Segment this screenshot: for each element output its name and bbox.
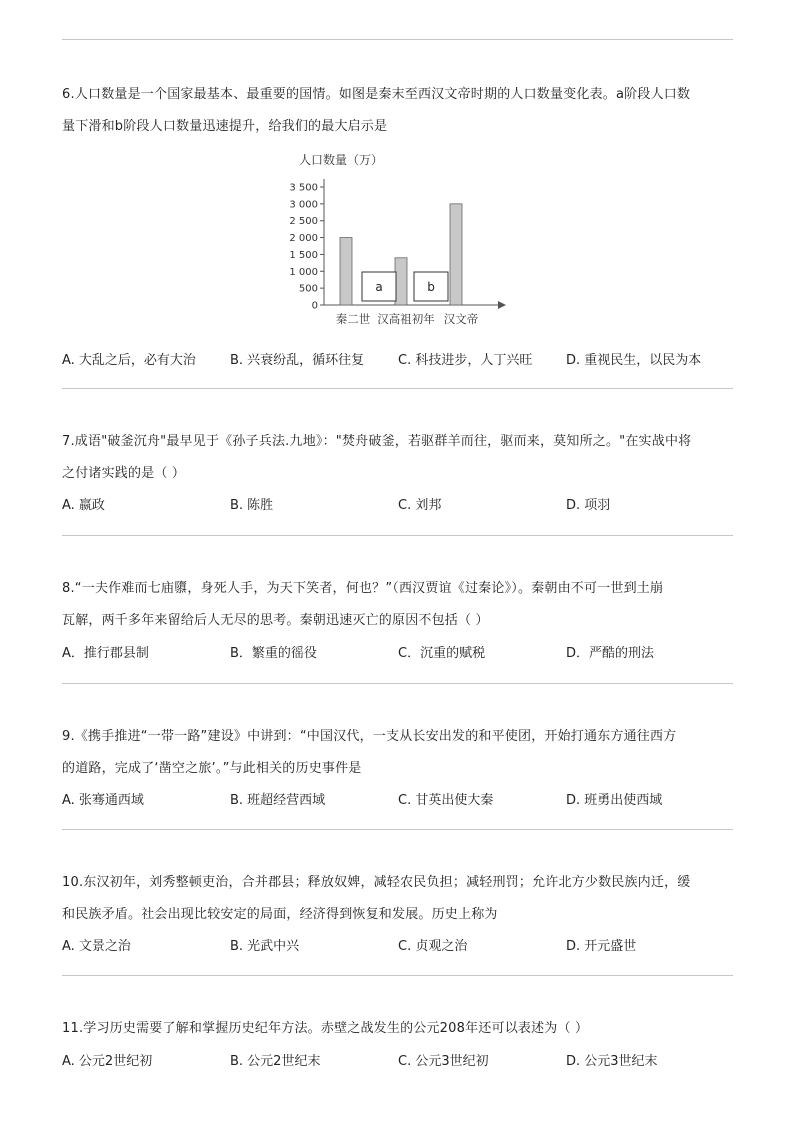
y-tick-label: 0 [311, 300, 318, 312]
option-a[interactable]: A．推行郡县制 [62, 646, 149, 661]
option-b[interactable]: B. 班超经营西域 [230, 793, 326, 808]
y-tick-label: 500 [298, 283, 318, 295]
x-category-label: 汉高祖初年 [377, 312, 435, 326]
x-category-label: 汉文帝 [443, 312, 479, 326]
question-text-line: 9.《携手推进“一带一路”建设》中讲到：“中国汉代，一支从长安出发的和平使团，开始打通东方通往西方 [62, 729, 677, 744]
y-tick-label: 1 000 [289, 266, 318, 278]
y-tick-label: 2 000 [289, 233, 318, 245]
x-axis-arrow [498, 301, 506, 309]
bar-1 [340, 238, 352, 305]
chart-ylabel: 人口数量（万） [299, 153, 384, 167]
population-bar-chart [280, 147, 520, 332]
question-text-line: 10.东汉初年，刘秀整顿吏治，合并郡县；释放奴婢，减轻农民负担；减轻刑罚；允许北方少数民族内迁，缓 [62, 875, 691, 890]
question-text-line: 的道路，完成了‘凿空之旅’。”与此相关的历史事件是 [62, 761, 362, 776]
option-d[interactable]: D. 重视民生，以民为本 [566, 353, 702, 368]
option-c[interactable]: C. 科技进步，人丁兴旺 [398, 353, 533, 368]
top-divider [62, 39, 733, 40]
question-text-line: 6.人口数量是一个国家最基本、最重要的国情。如图是秦末至西汉文帝时期的人口数量变化表。a阶段人口数 [62, 87, 691, 102]
divider-q8-q9 [62, 683, 733, 684]
y-tick-label: 2 500 [289, 216, 318, 228]
question-text-line: 量下滑和b阶段人口数量迅速提升，给我们的最大启示是 [62, 119, 388, 134]
y-tick-label: 3 000 [289, 199, 318, 211]
option-d[interactable]: D. 公元3世纪末 [566, 1054, 658, 1069]
option-a[interactable]: A. 文景之治 [62, 939, 131, 954]
y-tick-label: 3 500 [289, 182, 318, 194]
x-category-label: 秦二世 [335, 312, 371, 326]
option-c[interactable]: C．沉重的赋税 [398, 646, 486, 661]
option-b[interactable]: B. 光武中兴 [230, 939, 300, 954]
option-a[interactable]: A. 公元2世纪初 [62, 1054, 153, 1069]
option-d[interactable]: D．严酷的刑法 [566, 646, 655, 661]
bar-2 [395, 258, 407, 305]
option-c[interactable]: C. 贞观之治 [398, 939, 468, 954]
option-b[interactable]: B. 陈胜 [230, 498, 274, 513]
option-c[interactable]: C. 公元3世纪初 [398, 1054, 489, 1069]
option-a[interactable]: A. 张骞通西域 [62, 793, 144, 808]
divider-q10-q11 [62, 975, 733, 976]
question-text-line: 之付诸实践的是（ ） [62, 466, 186, 481]
stage-a-label: a [375, 280, 383, 294]
stage-b-label: b [427, 280, 435, 294]
question-text-line: 和民族矛盾。社会出现比较安定的局面，经济得到恢复和发展。历史上称为 [62, 907, 498, 922]
option-b[interactable]: B. 兴衰纷乱，循环往复 [230, 353, 365, 368]
option-b[interactable]: B．繁重的徭役 [230, 646, 317, 661]
bar-3 [450, 204, 462, 305]
option-c[interactable]: C. 甘英出使大秦 [398, 793, 494, 808]
question-text-line: 瓦解，两千多年来留给后人无尽的思考。秦朝迅速灭亡的原因不包括（ ） [62, 613, 489, 628]
option-d[interactable]: D. 班勇出使西域 [566, 793, 663, 808]
question-text-line: 7.成语"破釜沉舟"最早见于《孙子兵法.九地》："焚舟破釜，若驱群羊而往，驱而来，莫知所之。"在实战中将 [62, 434, 692, 449]
option-d[interactable]: D. 项羽 [566, 498, 611, 513]
option-a[interactable]: A. 大乱之后，必有大治 [62, 353, 196, 368]
y-tick-label: 1 500 [289, 249, 318, 261]
question-text-line: 8.“一夫作难而七庙隳，身死人手，为天下笑者，何也？”（西汉贾谊《过秦论》）。秦朝由不可一世到土崩 [62, 581, 664, 596]
option-a[interactable]: A. 嬴政 [62, 498, 105, 513]
option-c[interactable]: C. 刘邦 [398, 498, 442, 513]
option-d[interactable]: D. 开元盛世 [566, 939, 637, 954]
divider-q9-q10 [62, 829, 733, 830]
question-text-line: 11.学习历史需要了解和掌握历史纪年方法。赤壁之战发生的公元208年还可以表述为（ ） [62, 1021, 589, 1036]
divider-q7-q8 [62, 535, 733, 536]
divider-q6-q7 [62, 388, 733, 389]
option-b[interactable]: B. 公元2世纪末 [230, 1054, 321, 1069]
